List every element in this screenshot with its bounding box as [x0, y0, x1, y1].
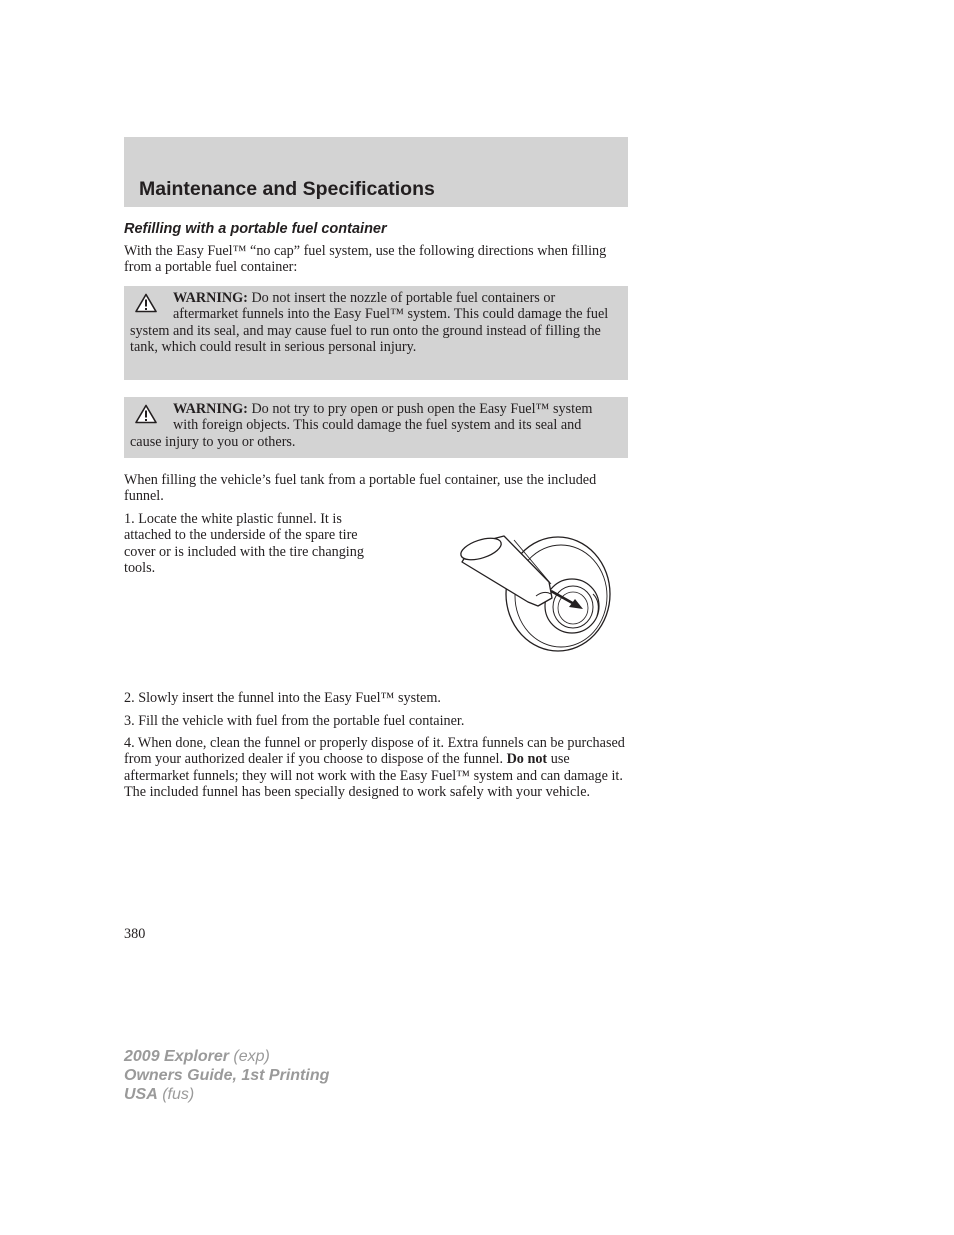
step-3: 3. Fill the vehicle with fuel from the portable fuel container.	[124, 713, 465, 729]
step-4	[124, 735, 628, 801]
document-footer	[124, 1047, 329, 1104]
step-4-text-1: 4. When done, clean the funnel or properly dispose of it. Extra funnels can be purchased from your authorized dealer if you choose to dispose of the funnel.	[124, 735, 625, 768]
step-1: 1. Locate the white plastic funnel. It is attached to the underside of the spare tire cover or is included with the tire changing tools.	[124, 511, 364, 577]
page-number: 380	[124, 926, 146, 942]
step-4-text-2: use aftermarket funnels; they will not work with the Easy Fuel™ system and can damage it. The included funnel has been specially designed to work safely with your vehicle.	[124, 751, 623, 801]
step-2: 2. Slowly insert the funnel into the Easy Fuel™ system.	[124, 690, 441, 706]
funnel-insertion-illustration	[456, 532, 614, 654]
step-4-emphasis: Do not	[506, 751, 548, 768]
section-header-band	[124, 137, 628, 207]
subheading: Refilling with a portable fuel container	[124, 221, 387, 237]
intro-paragraph: With the Easy Fuel™ “no cap” fuel system, use the following directions when filling from a portable fuel container:	[124, 243, 607, 276]
footer-guide: Owners Guide, 1st Printing	[124, 1067, 330, 1084]
funnel-note-paragraph: When filling the vehicle’s fuel tank from a portable fuel container, use the included funnel.	[124, 472, 597, 505]
footer-market: USA	[124, 1086, 158, 1103]
warning-text-1	[130, 290, 616, 355]
footer-model-code: (exp)	[228, 1048, 270, 1065]
warning-body: Do not insert the nozzle of portable fuel containers or aftermarket funnels into the Easy Fuel™ system. This could damage the fuel system and its seal, and may cause fuel to run onto the ground instead of filling the tank, which could result in serious personal injury.	[130, 290, 609, 355]
warning-label: WARNING:	[173, 290, 248, 306]
warning-box-1	[124, 286, 628, 380]
footer-market-code: (fus)	[157, 1086, 195, 1103]
warning-label: WARNING:	[173, 401, 248, 417]
section-title: Maintenance and Specifications	[139, 178, 435, 200]
warning-box-2	[124, 397, 628, 458]
warning-text-2	[130, 401, 616, 450]
footer-model: 2009 Explorer	[124, 1048, 229, 1065]
warning-body: Do not try to pry open or push open the Easy Fuel™ system with foreign objects. This could damage the fuel system and its seal and cause injury to you or others.	[130, 401, 593, 450]
